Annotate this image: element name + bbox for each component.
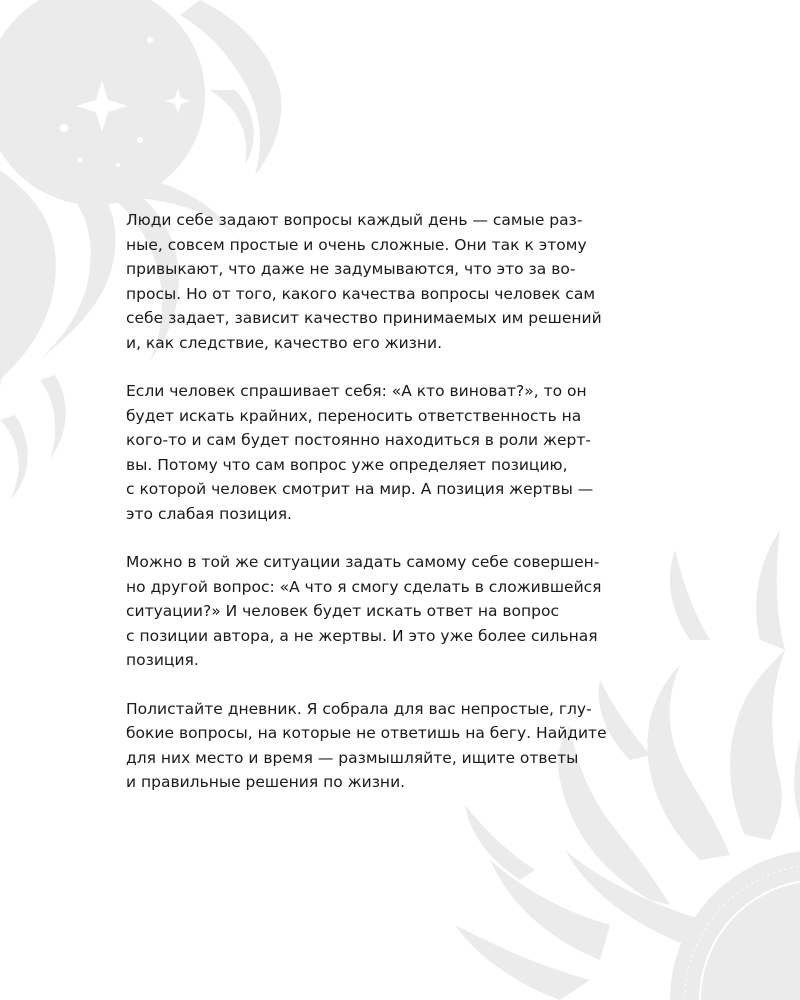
text-line: но другой вопрос: «А что я смогу сделать в сложившейся	[126, 577, 602, 596]
paragraph-1	[126, 208, 686, 355]
text-line: ные, совсем простые и очень сложные. Они так к этому	[126, 235, 587, 254]
text-line: вы. Потому что сам вопрос уже определяет позицию,	[126, 455, 568, 474]
text-line: Люди себе задают вопросы каждый день — самые раз-	[126, 211, 583, 229]
text-line: для них место и время — размышляйте, ищите ответы	[126, 748, 579, 767]
text-line: и правильные решения по жизни.	[126, 773, 406, 791]
text-line: просы. Но от того, какого качества вопросы человек сам	[126, 284, 596, 303]
text-line: это слабая позиция.	[126, 504, 292, 523]
text-line: себе задает, зависит качество принимаемых им решений	[126, 309, 602, 327]
text-line: будет искать крайних, переносить ответственность на	[126, 406, 582, 425]
text-line: Если человек спрашивает себя: «А кто виноват?», то он	[126, 382, 587, 400]
paragraph-3	[126, 550, 686, 673]
text-line: кого-то и сам будет постоянно находиться в роли жерт-	[126, 431, 592, 449]
text-line: и, как следствие, качество его жизни.	[126, 333, 443, 352]
paragraph-4	[126, 697, 686, 795]
text-line: бокие вопросы, на которые не ответишь на бегу. Найдите	[126, 724, 607, 742]
paragraph-2	[126, 379, 686, 526]
body-text	[126, 208, 686, 819]
text-line: ситуации?» И человек будет искать ответ на вопрос	[126, 602, 559, 620]
text-line: с которой человек смотрит на мир. А позиция жертвы —	[126, 480, 594, 498]
text-line: позиция.	[126, 651, 199, 669]
text-line: Можно в той же ситуации задать самому себе совершен-	[126, 553, 600, 571]
text-line: Полистайте дневник. Я собрала для вас непростые, глу-	[126, 699, 592, 718]
text-line: привыкают, что даже не задумываются, что это за во-	[126, 260, 576, 278]
text-line: с позиции автора, а не жертвы. И это уже более сильная	[126, 626, 598, 645]
